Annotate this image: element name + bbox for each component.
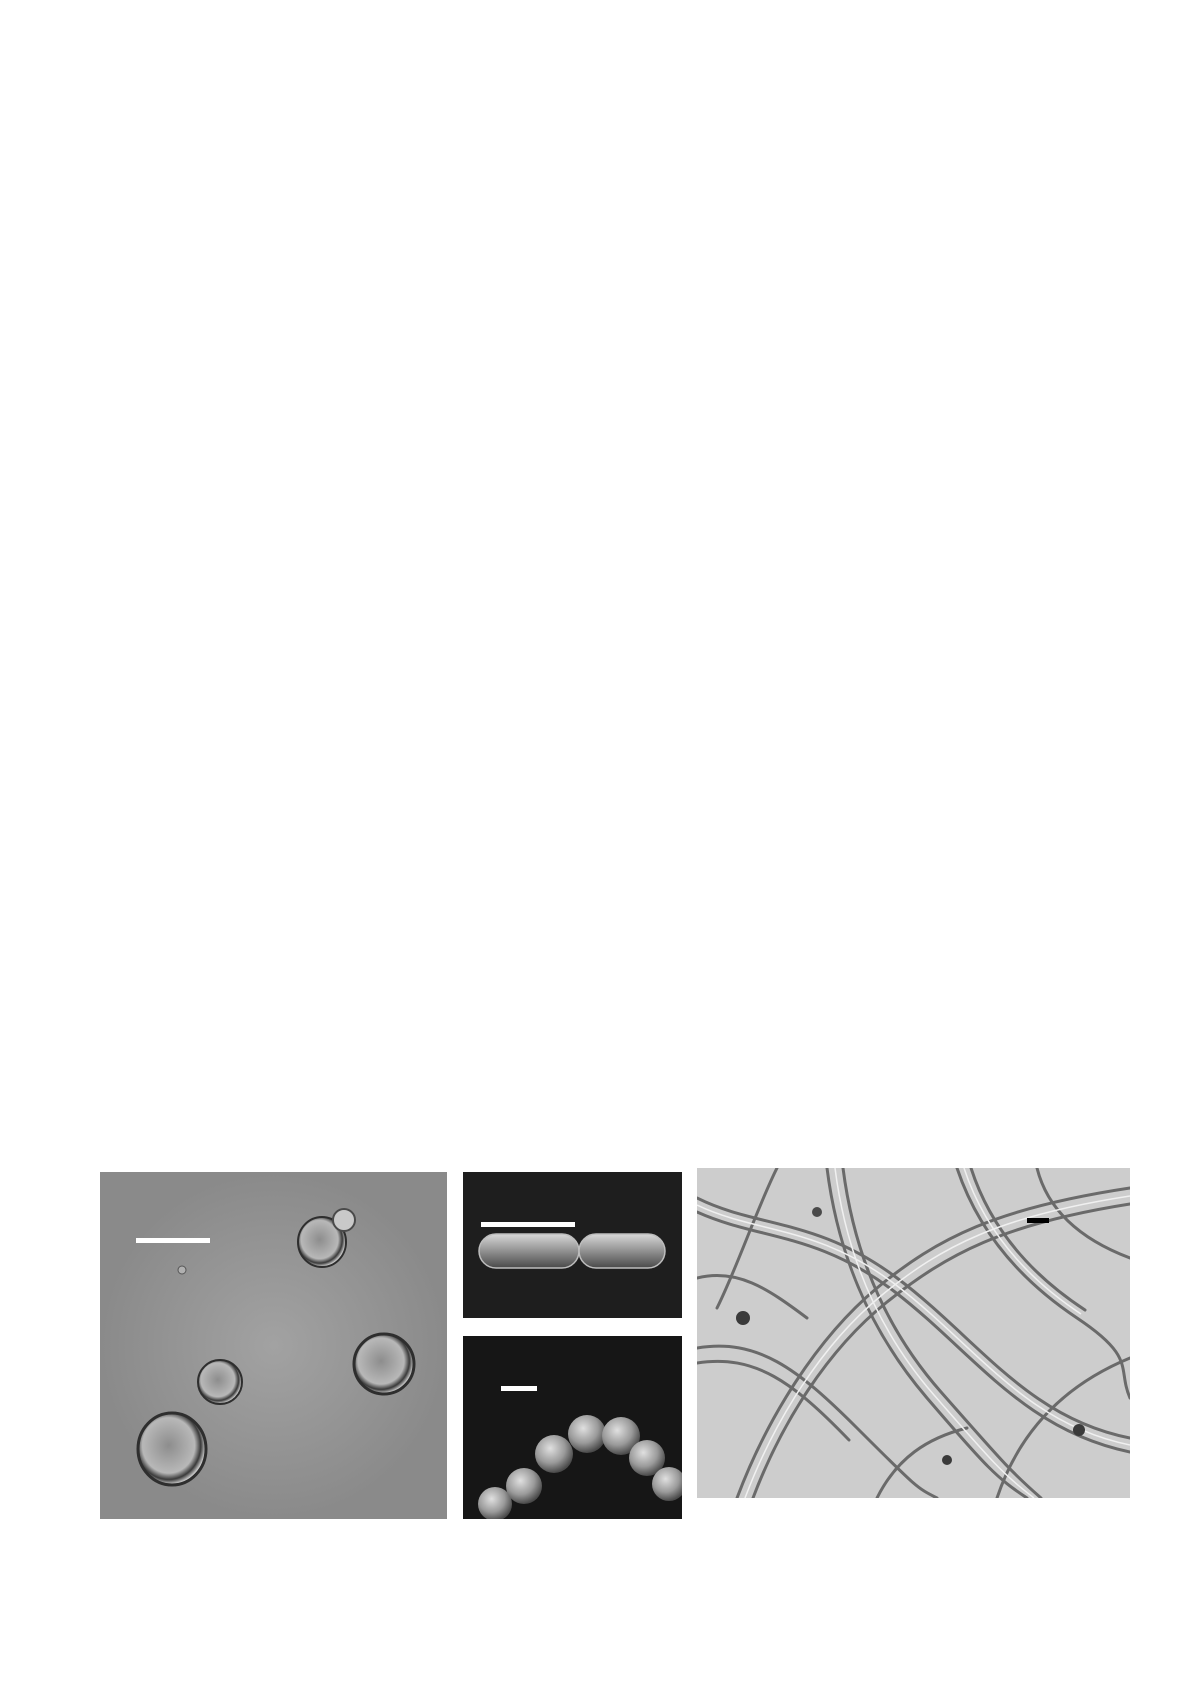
photo-c-image	[463, 1336, 682, 1519]
photo-d-scale-bar	[1027, 1218, 1049, 1223]
photo-b-image	[463, 1172, 682, 1318]
photo-c-scale-bar	[501, 1386, 537, 1391]
photo-a-scale-bar	[136, 1238, 210, 1243]
photo-d-image	[697, 1168, 1130, 1498]
photo-a-image	[100, 1172, 447, 1519]
photo-b-bacilli	[463, 1172, 682, 1318]
photo-c-cocci	[463, 1336, 682, 1519]
photo-a-yeast	[100, 1172, 447, 1519]
photo-d-hyphae	[697, 1168, 1130, 1498]
thoma-counting-grid	[172, 360, 957, 695]
photo-b-scale-bar	[481, 1222, 575, 1227]
